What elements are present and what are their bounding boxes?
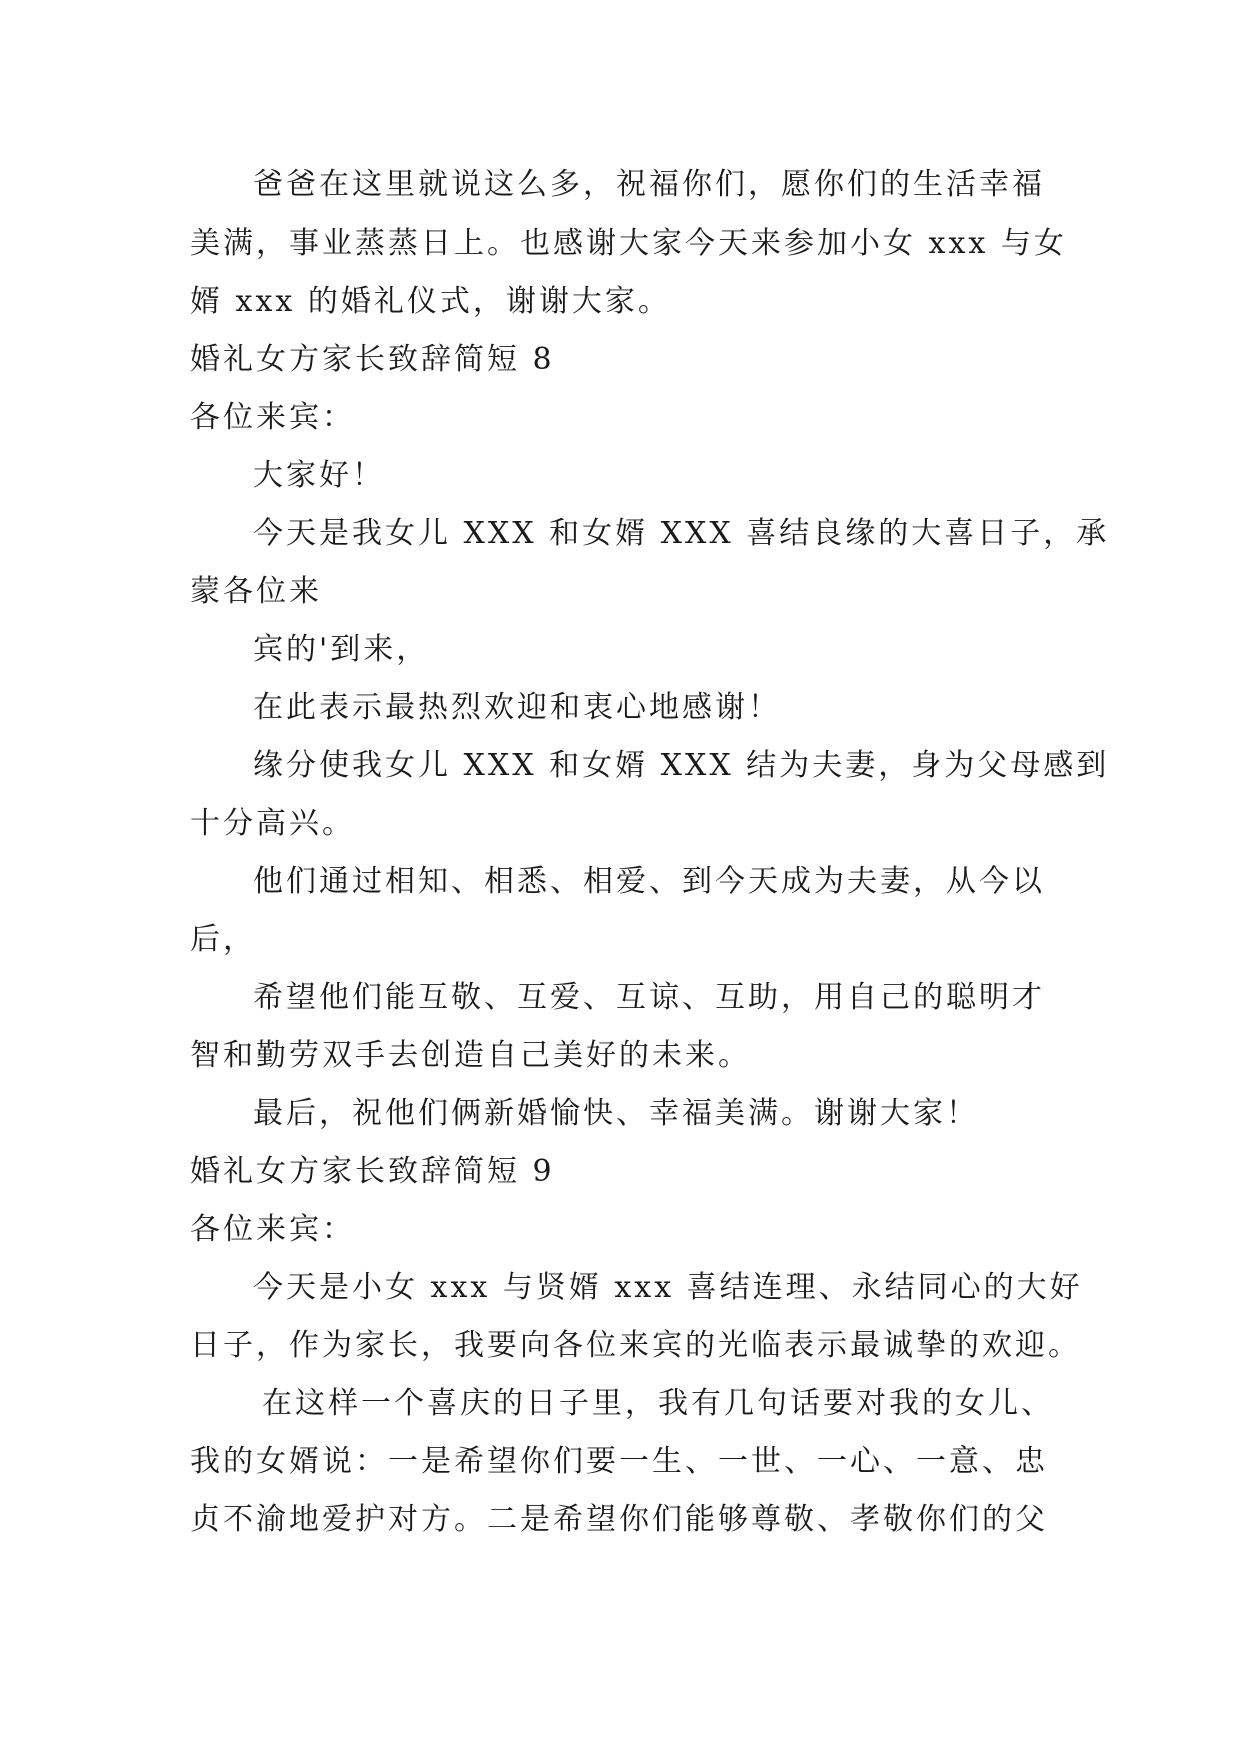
text-line: 今天是我女儿 XXX 和女婿 XXX 喜结良缘的大喜日子，承 [253,516,1110,551]
text-line: 日子，作为家长，我要向各位来宾的光临表示最诚挚的欢迎。 [190,1328,1081,1363]
salutation: 各位来宾： [190,1212,355,1247]
text-line: 贞不渝地爱护对方。二是希望你们能够尊敬、孝敬你们的父 [190,1502,1048,1537]
text-line: 缘分使我女儿 XXX 和女婿 XXX 结为夫妻，身为父母感到 [253,748,1110,783]
text-line: 宾的'到来， [253,632,430,667]
text-line: 今天是小女 xxx 与贤婿 xxx 喜结连理、永结同心的大好 [253,1270,1083,1305]
text-line: 在此表示最热烈欢迎和衷心地感谢！ [253,690,781,725]
text-line: 美满，事业蒸蒸日上。也感谢大家今天来参加小女 xxx 与女 [190,226,1067,261]
text-line: 婿 xxx 的婚礼仪式，谢谢大家。 [190,284,671,319]
section-heading: 婚礼女方家长致辞简短 9 [190,1154,555,1189]
text-line: 他们通过相知、相悉、相爱、到今天成为夫妻，从今以 [253,864,1045,899]
text-line: 希望他们能互敬、互爱、互谅、互助，用自己的聪明才 [253,980,1045,1015]
text-line: 后， [190,922,256,957]
text-line: 最后，祝他们俩新婚愉快、幸福美满。谢谢大家！ [253,1096,979,1131]
text-line: 我的女婿说：一是希望你们要一生、一世、一心、一意、忠 [190,1444,1048,1479]
text-line: 爸爸在这里就说这么多，祝福你们，愿你们的生活幸福 [253,167,1045,202]
text-line: 在这样一个喜庆的日子里，我有几句话要对我的女儿、 [262,1386,1054,1421]
text-line: 十分高兴。 [190,806,355,841]
text-line: 蒙各位来 [190,574,322,609]
text-line: 智和勤劳双手去创造自己美好的未来。 [190,1038,751,1073]
salutation: 各位来宾： [190,400,355,435]
text-line: 大家好！ [253,458,385,493]
section-heading: 婚礼女方家长致辞简短 8 [190,342,555,377]
